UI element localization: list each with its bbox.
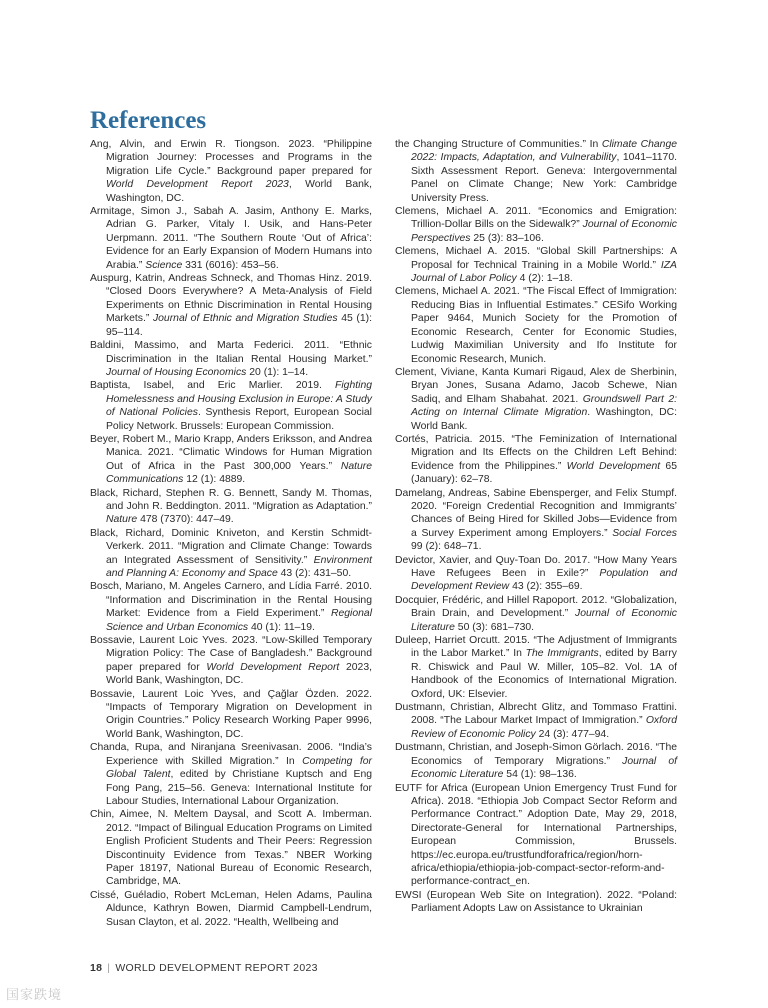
reference-text: 45 (1): 95–114. <box>106 313 373 338</box>
reference-text: Auspurg, Katrin, Andreas Schneck, and Thomas Hinz. 2019. “Closed Doors Everywhere? A Meta-Analysis of Field Experiments on Ethnic Discrimination in Rental Housing Markets.” <box>90 273 372 325</box>
reference-entry <box>90 688 372 742</box>
reference-entry <box>395 782 677 889</box>
reference-title: World Development Report <box>206 661 340 673</box>
reference-entry <box>90 741 372 808</box>
reference-text: Chanda, Rupa, and Niranjana Sreenivasan. 2006. “India’s Experience with Skilled Migration.” In <box>90 742 372 767</box>
reference-text: EWSI (European Web Site on Integration). 2022. “Poland: Parliament Adopts Law on Assistance to Ukrainian <box>395 889 677 915</box>
reference-entry <box>395 433 677 487</box>
reference-text: 54 (1): 98–136. <box>503 769 577 781</box>
reference-text: 20 (1): 1–14. <box>246 366 309 378</box>
reference-entry <box>395 366 677 433</box>
reference-title: Groundswell Part 2: Acting on Internal Climate Migration <box>411 393 677 419</box>
reference-title: Fighting Homelessness and Housing Exclusion in Europe: A Study of National Policies <box>106 380 372 419</box>
reference-text: Dustmann, Christian, and Joseph-Simon Görlach. 2016. “The Economics of Temporary Migrations.” <box>395 742 677 767</box>
reference-text: Clemens, Michael A. 2015. “Global Skill Partnerships: A Proposal for Technical Training in a Mobile World.” <box>395 246 677 271</box>
reference-entry <box>395 594 677 634</box>
reference-title: Population and Development Review <box>411 568 677 593</box>
reference-title: Regional Science and Urban Economics <box>106 608 372 633</box>
reference-text: the Changing Structure of Communities.” In <box>395 139 602 150</box>
reference-text: 4 (2): 1–18. <box>516 273 573 285</box>
reference-text: Devictor, Xavier, and Quy-Toan Do. 2017. “How Many Years Have Refugees Been in Exile?” <box>395 554 677 579</box>
references-left-column <box>90 138 372 929</box>
reference-text: , 1041–1170. Sixth Assessment Report. Geneva: Intergovernmental Panel on Climate Change; New York: Cambridge University Press. <box>411 152 678 204</box>
reference-title: The Immigrants <box>525 648 599 660</box>
reference-title: Competing for Global Talent <box>106 755 372 781</box>
page-footer <box>90 962 318 974</box>
reference-title: Nature <box>106 514 138 526</box>
reference-entry <box>90 889 372 929</box>
reference-text: 331 (6016): 453–56. <box>182 259 279 271</box>
reference-text: Docquier, Frédéric, and Hillel Rapoport. 2012. “Globalization, Brain Drain, and Development.” <box>395 594 677 620</box>
reference-title: Environment and Planning A: Economy and Space <box>106 554 372 579</box>
reference-title: Journal of Economic Literature <box>411 755 677 781</box>
reference-entry <box>90 272 372 339</box>
reference-text: 50 (3): 681–730. <box>454 621 535 633</box>
reference-entry <box>90 433 372 487</box>
references-right-column <box>395 138 677 916</box>
reference-entry <box>395 741 677 781</box>
reference-text: 478 (7370): 447–49. <box>137 514 234 526</box>
reference-title: Social Forces <box>612 527 677 539</box>
reference-entry <box>90 527 372 581</box>
reference-title: World Development <box>566 460 661 472</box>
reference-text: Baptista, Isabel, and Eric Marlier. 2019. <box>90 380 336 392</box>
reference-title: Science <box>145 259 183 271</box>
reference-entry <box>395 285 677 365</box>
footer-separator: | <box>107 962 111 974</box>
reference-text: Black, Richard, Dominic Kniveton, and Kerstin Schmidt-Verkerk. 2011. “Migration and Climate Change: Towards an Integrated Assessment of Sensitivity.” <box>90 527 372 566</box>
reference-entry <box>90 379 372 433</box>
reference-text: Bossavie, Laurent Loic Yves, and Çağlar Özden. 2022. “Impacts of Temporary Migration on Development in Origin Countries.” Policy Research Working Paper 9996, World Bank, Washington, DC. <box>90 688 372 740</box>
reference-text: 25 (3): 83–106. <box>470 232 544 244</box>
reference-text: EUTF for Africa (European Union Emergency Trust Fund for Africa). 2018. “Ethiopia Job Compact Sector Reform and Performance Contract.” Adoption Date, May 29, 2018, Directorate-General for International Partnerships, European Commission, Brussels. https://ec.europa.eu/trustfundforafrica/region/horn-africa/ethiopia/ethiopia-job-compact-sector-reform-and-performance-contract_en. <box>395 782 677 888</box>
reference-title: IZA Journal of Labor Policy <box>411 259 677 285</box>
reference-text: 40 (1): 11–19. <box>248 621 315 633</box>
page-number: 18 <box>90 962 103 974</box>
watermark: 国家跌境 <box>6 987 63 1002</box>
reference-text: Black, Richard, Stephen R. G. Bennett, Sandy M. Thomas, and John R. Beddington. 2011. “Migration as Adaptation.” <box>90 487 372 512</box>
reference-text: 24 (3): 477–94. <box>535 728 610 740</box>
reference-entry <box>90 487 372 527</box>
reference-text: Ang, Alvin, and Erwin R. Tiongson. 2023. “Philippine Migration Journey: Processes and Programs in the Migration Life Cycle.” Background paper prepared for <box>90 139 372 177</box>
reference-text: 99 (2): 648–71. <box>411 541 482 553</box>
reference-text: , edited by Barry R. Chiswick and Paul W. Miller, 105–82. Vol. 1A of Handbook of the Economics of International Migration. Oxford, UK: Elsevier. <box>411 648 677 700</box>
reference-text: Clemens, Michael A. 2021. “The Fiscal Effect of Immigration: Reducing Bias in Influential Estimates.” CESifo Working Paper 9464, Munich Society for the Promotion of Economic Research, Center for Economic Studies, Ludwig Maximilian University and Ifo Institute for Economic Research, Munich. <box>395 286 677 365</box>
reference-text: Duleep, Harriet Orcutt. 2015. “The Adjustment of Immigrants in the Labor Market.” In <box>395 635 677 660</box>
reference-title: Climate Change 2022: Impacts, Adaptation, and Vulnerability <box>411 139 677 164</box>
reference-entry <box>395 889 677 916</box>
reference-text: , World Bank, Washington, DC. <box>106 179 372 204</box>
reference-text: . Washington, DC: World Bank. <box>411 407 677 432</box>
reference-entry <box>90 634 372 688</box>
reference-text: Bossavie, Laurent Loic Yves. 2023. “Low-Skilled Temporary Migration Policy: The Case of Bangladesh.” Background paper prepared for <box>90 635 372 673</box>
reference-entry <box>90 580 372 634</box>
reference-text: 43 (2): 355–69. <box>509 581 583 593</box>
reference-text: Damelang, Andreas, Sabine Ebensperger, and Felix Stumpf. 2020. “Foreign Credential Recognition and Immigrants’ Chances of Being Hired for Skilled Jobs—Evidence from a Survey Experiment among Employers.” <box>395 487 677 539</box>
reference-title: Journal of Economic Literature <box>411 608 677 633</box>
reference-title: Nature Communications <box>106 460 372 486</box>
reference-text: Cissé, Guéladio, Robert McLeman, Helen Adams, Paulina Aldunce, Kathryn Bowen, Diarmid Campbell-Lendrum, Susan Clayton, et al. 2022. “Health, Wellbeing and <box>90 889 372 928</box>
reference-title: Journal of Economic Perspectives <box>411 219 678 244</box>
reference-text: , edited by Christiane Kuptsch and Eng Fong Pang, 215–56. Geneva: International Institute for Labour Studies, International Labour Organization. <box>106 769 372 807</box>
reference-text: Baldini, Massimo, and Marta Federici. 2011. “Ethnic Discrimination in the Italian Rental Housing Market.” <box>90 340 372 365</box>
reference-text: Clemens, Michael A. 2011. “Economics and Emigration: Trillion-Dollar Bills on the Sidewalk?” <box>395 206 677 231</box>
reference-entry <box>90 138 372 205</box>
reference-text: 12 (1): 4889. <box>183 474 246 486</box>
reference-text: 43 (2): 431–50. <box>277 568 352 579</box>
reference-title: Oxford Review of Economic Policy <box>411 715 677 740</box>
report-title: WORLD DEVELOPMENT REPORT 2023 <box>115 962 318 974</box>
reference-entry <box>90 808 372 888</box>
page-title: References <box>90 107 207 134</box>
reference-entry <box>90 205 372 272</box>
reference-entry <box>90 339 372 379</box>
reference-entry <box>395 138 677 205</box>
reference-entry <box>395 245 677 285</box>
reference-entry <box>395 634 677 701</box>
reference-text: Chin, Aimee, N. Meltem Daysal, and Scott A. Imberman. 2012. “Impact of Bilingual Education Programs on Limited English Proficient Students and Their Peers: Regression Discontinuity Evidence from Texas.” NBER Working Paper 18197, National Bureau of Economic Research, Cambridge, MA. <box>90 809 372 888</box>
reference-title: World Development Report 2023 <box>106 179 289 191</box>
reference-text: Clement, Viviane, Kanta Kumari Rigaud, Alex de Sherbinin, Bryan Jones, Susana Adamo, Jacob Schewe, Nian Sadiq, and Elham Shabahat. 2021. <box>395 366 677 405</box>
reference-text: Cortés, Patricia. 2015. “The Feminization of International Migration and Its Effects on the Children Left Behind: Evidence from the Philippines.” <box>395 433 677 472</box>
reference-text: Armitage, Simon J., Sabah A. Jasim, Anthony E. Marks, Adrian G. Parker, Vitaly I. Usik, and Hans-Peter Uerpmann. 2011. “The Southern Route ‘Out of Africa’: Evidence for an Early Expansion of Modern Humans into Arabia.” <box>90 206 372 271</box>
reference-entry <box>395 487 677 554</box>
reference-entry <box>395 554 677 594</box>
reference-entry <box>395 205 677 245</box>
reference-text: Bosch, Mariano, M. Angeles Carnero, and Lídia Farré. 2010. “Information and Discrimination in the Rental Housing Market: Evidence from a Field Experiment.” <box>90 581 372 620</box>
reference-text: Beyer, Robert M., Mario Krapp, Anders Eriksson, and Andrea Manica. 2021. “Climatic Windows for Human Migration Out of Africa in the Past 300,000 Years.” <box>90 433 372 472</box>
reference-text: Dustmann, Christian, Albrecht Glitz, and Tommaso Frattini. 2008. “The Labour Market Impact of Immigration.” <box>395 702 677 727</box>
reference-text: . Synthesis Report, European Social Policy Network. Brussels: European Commission. <box>106 407 372 432</box>
reference-text: 2023, World Bank, Washington, DC. <box>106 661 372 687</box>
reference-title: Journal of Housing Economics <box>106 366 247 378</box>
reference-entry <box>395 701 677 741</box>
reference-text: 65 (January): 62–78. <box>411 460 677 486</box>
reference-title: Journal of Ethnic and Migration Studies <box>152 313 338 325</box>
